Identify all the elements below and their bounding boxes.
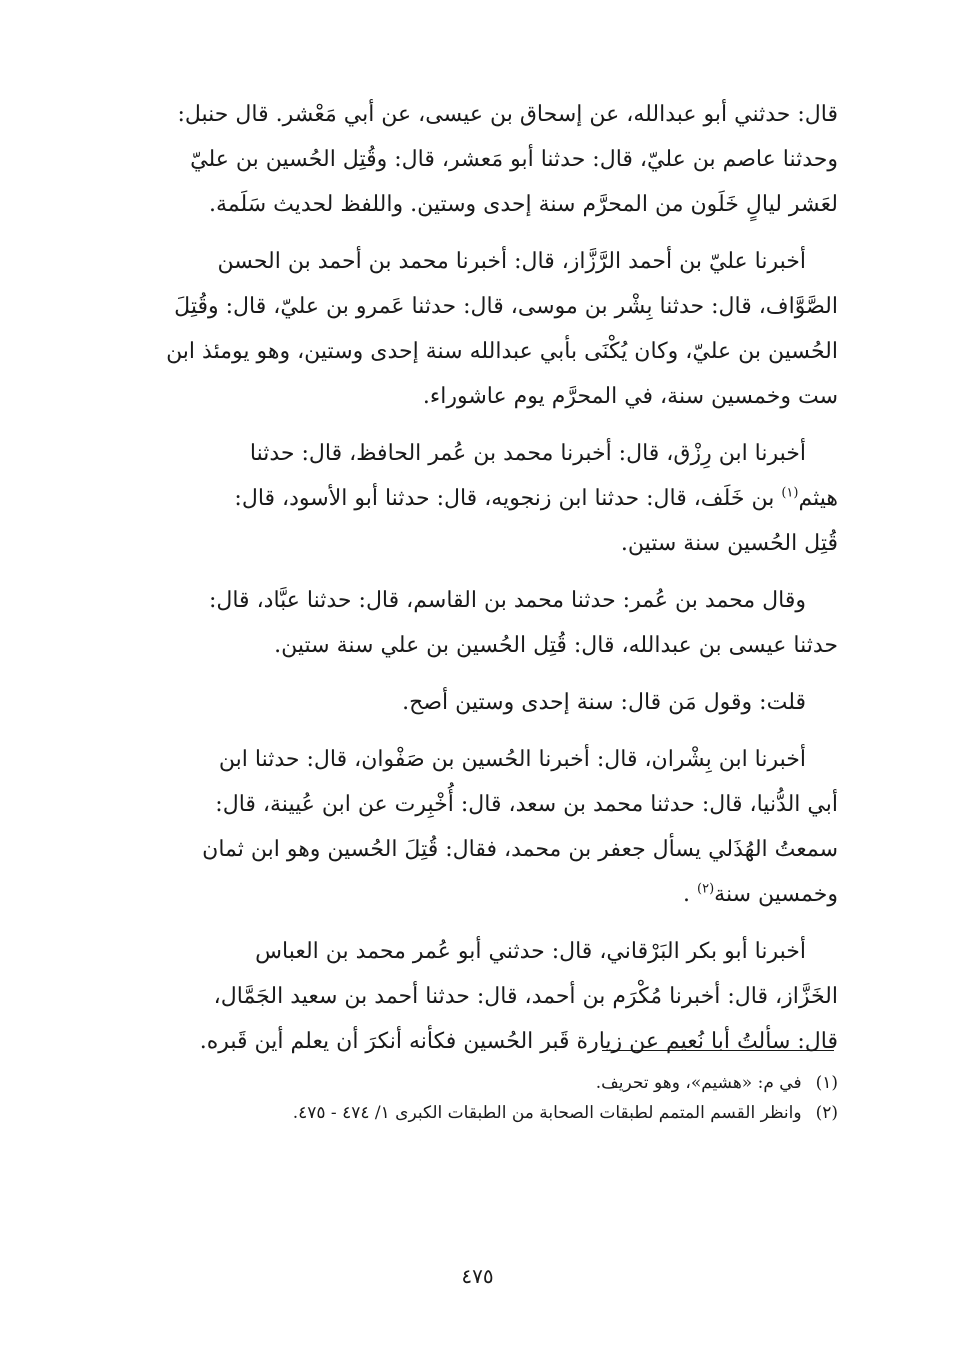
text-line: ست وخمسين سنة، في المحرَّم يوم عاشوراء. [422,384,838,409]
text-line: أخبرنا ابن رِزْق، قال: أخبرنا محمد بن عُمر الحافظ، قال: حدثنا [249,441,806,466]
paragraph-6 [118,737,838,917]
text-fragment: وخمسين سنة [714,882,838,907]
footnotes [118,1068,838,1128]
text-line: الصَّوَّاف، قال: حدثنا بِشْر بن موسى، قال: حدثنا عَمرو بن عليّ، قال: وقُتِلَ [174,294,838,319]
text-line: أبي الدُّنيا، قال: حدثنا محمد بن سعد، قال: أُخْبِرت عن ابن عُيينة، قال: [215,792,838,817]
text-line: أخبرنا أبو بكر البَرْقاني، قال: حدثني أبو عُمر محمد بن العباس [255,939,806,964]
text-line [118,476,838,521]
page-body [118,92,838,1076]
text-fragment: هيثم [798,486,838,511]
page-number: ٤٧٥ [461,1264,494,1288]
text-line: لعَشر ليالٍ خَلَون من المحرَّم سنة إحدى وستين. واللفظ لحديث سَلَمة. [208,192,838,217]
text-fragment: بن خَلَف، قال: حدثنا ابن زنجويه، قال: حدثنا أبو الأسود، قال: [234,486,775,511]
footnote-text: في م: «هشيم»، وهو تحريف. [595,1073,802,1093]
footnote-number: (٢) [815,1103,838,1123]
text-line: الخَزَّاز، قال: أخبرنا مُكْرَم بن أحمد، قال: حدثنا أحمد بن سعيد الجَمَّال، [213,984,838,1009]
text-line: الحُسين بن عليّ، وكان يُكْنَى بأبي عبدالله سنة إحدى وستين، وهو يومئذ ابن [166,339,838,364]
text-line: سمعتُ الهُذَلي يسأل جعفر بن محمد، فقال: قُتِلَ الحُسين وهو ابن ثمان [202,837,838,862]
footnote-ref-2[interactable]: (٢) [697,881,715,897]
paragraph-5 [118,680,838,725]
text-line [118,872,838,917]
paragraph-2 [118,239,838,419]
text-line: قال: حدثني أبو عبدالله، عن إسحاق بن عيسى، عن أبي مَعْشر. قال حنبل: [177,102,838,127]
footnote-divider [602,1050,834,1051]
text-line: قال: سألتُ أبا نُعيم عن زيارة قَبر الحُسين فكأنه أنكرَ أن يعلم أين قَبره. [199,1029,838,1054]
text-line: قُتِل الحُسين سنة ستين. [620,531,838,556]
text-line: قلت: وقول مَن قال: سنة إحدى وستين أصح. [402,690,806,715]
footnote-1 [118,1068,838,1098]
footnote-ref-1[interactable]: (١) [781,485,799,501]
paragraph-4 [118,578,838,668]
text-line: وقال محمد بن عُمر: حدثنا محمد بن القاسم، قال: حدثنا عبَّاد، قال: [208,588,806,613]
text-fragment: . [683,882,691,907]
footnote-number: (١) [815,1073,838,1093]
paragraph-1 [118,92,838,227]
text-line: حدثنا عيسى بن عبدالله، قال: قُتِل الحُسين بن علي سنة ستين. [274,633,838,658]
footnote-text: وانظر القسم المتمم لطبقات الصحابة من الطبقات الكبرى ١/ ٤٧٤ - ٤٧٥. [292,1103,802,1123]
text-line: وحدثنا عاصم بن عليّ، قال: حدثنا أبو مَعشر، قال: وقُتِل الحُسين بن عليّ [190,147,838,172]
footnote-2 [118,1098,838,1128]
paragraph-7 [118,929,838,1064]
paragraph-3 [118,431,838,566]
text-line: أخبرنا عليّ بن أحمد الرَّزَّاز، قال: أخبرنا محمد بن أحمد بن الحسن [217,249,806,274]
text-line: أخبرنا ابن بِشْران، قال: أخبرنا الحُسين بن صَفْوان، قال: حدثنا ابن [218,747,806,772]
